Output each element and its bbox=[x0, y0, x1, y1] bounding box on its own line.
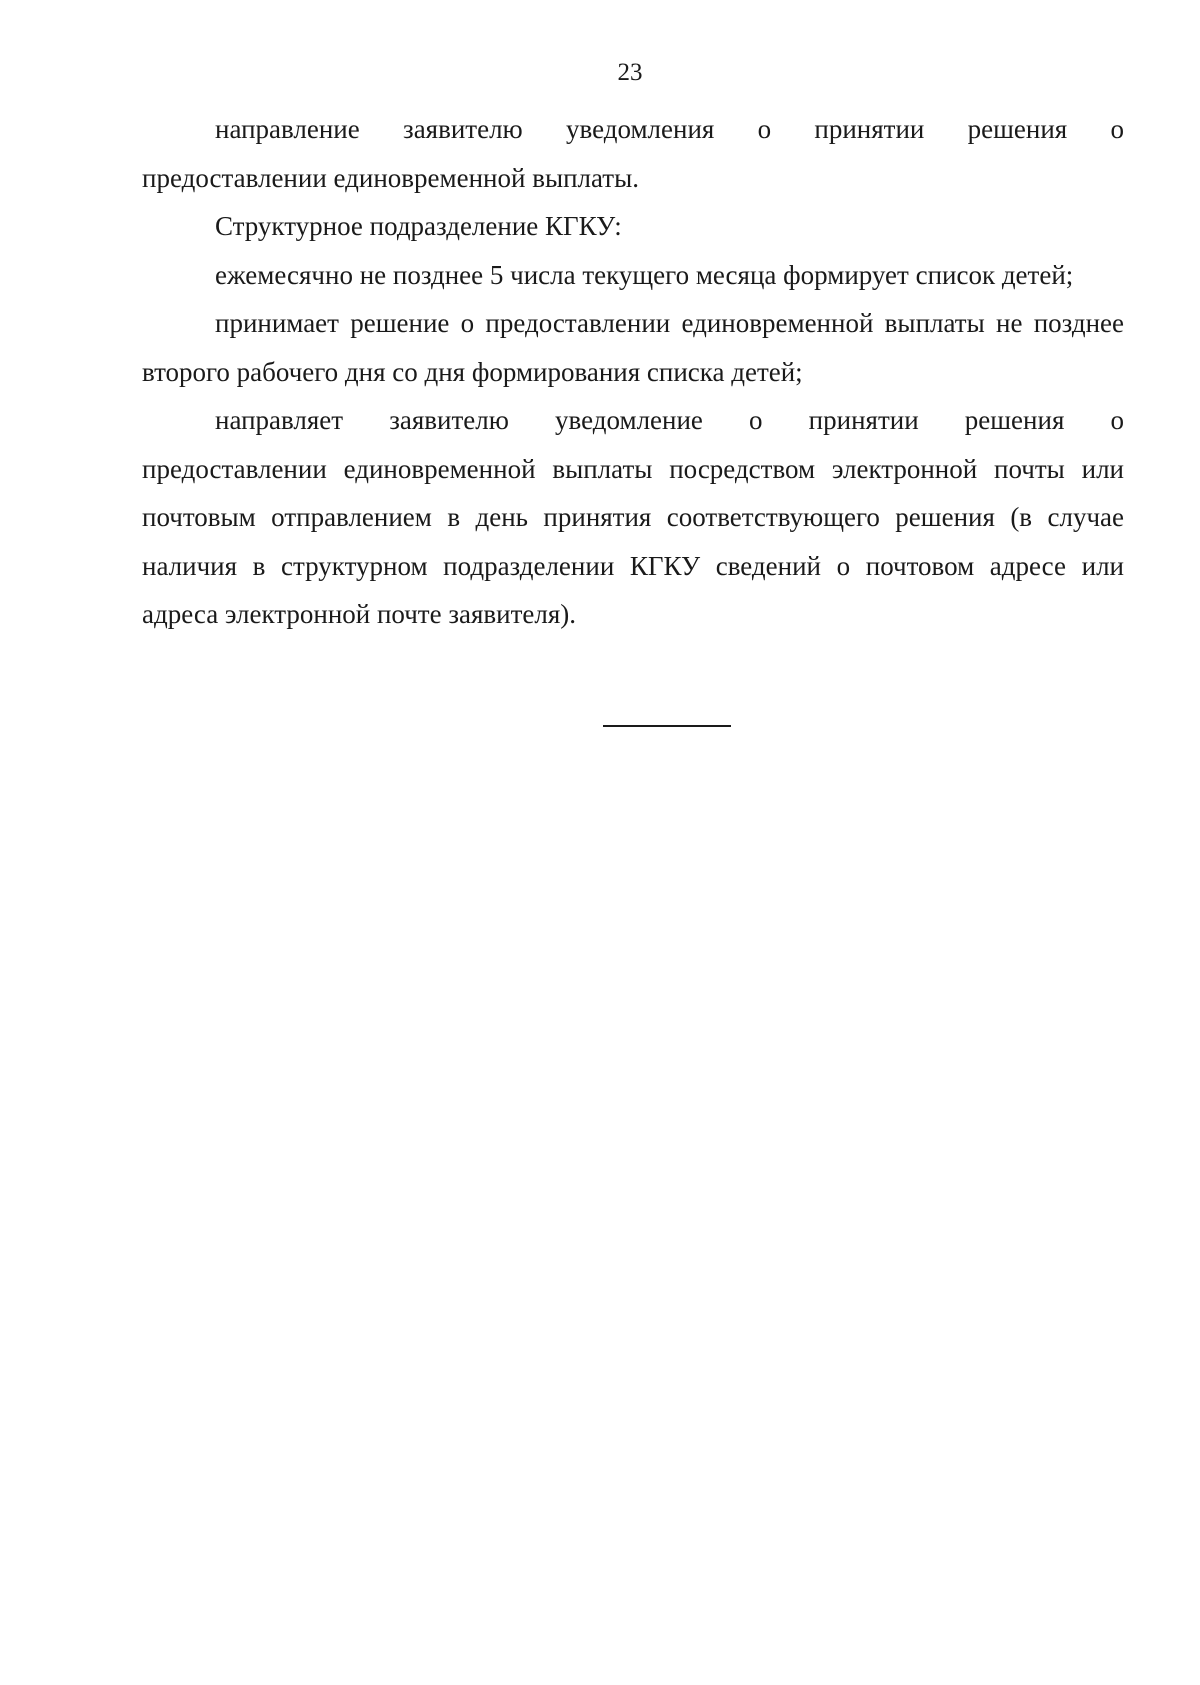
paragraph-4: принимает решение о предоставлении единовременной выплаты не позднее второго рабочего дня со дня формирования списка детей; bbox=[142, 308, 1124, 387]
page-number: 23 bbox=[617, 59, 643, 86]
closing-rule bbox=[603, 725, 731, 727]
paragraph-2: Структурное подразделение КГКУ: bbox=[215, 211, 622, 241]
paragraph-5-continuation: предоставлении единовременной выплаты посредством электронной почты или почтовым отправлением в день принятия соответствующего решения (в случае наличия в структурном подразделении КГКУ сведений о почтовом адресе или адреса электронной почте заявителя). bbox=[142, 453, 1124, 629]
paragraph-1-continuation: предоставлении единовременной выплаты. bbox=[142, 162, 639, 193]
document-body bbox=[142, 105, 1124, 639]
paragraph-1-line-1: направление заявителю уведомления о принятии решения о bbox=[215, 114, 1124, 144]
paragraph-3: ежемесячно не позднее 5 числа текущего месяца формирует список детей; bbox=[215, 259, 1074, 290]
paragraph-5-line-1: направляет заявителю уведомление о принятии решения о bbox=[215, 405, 1124, 435]
